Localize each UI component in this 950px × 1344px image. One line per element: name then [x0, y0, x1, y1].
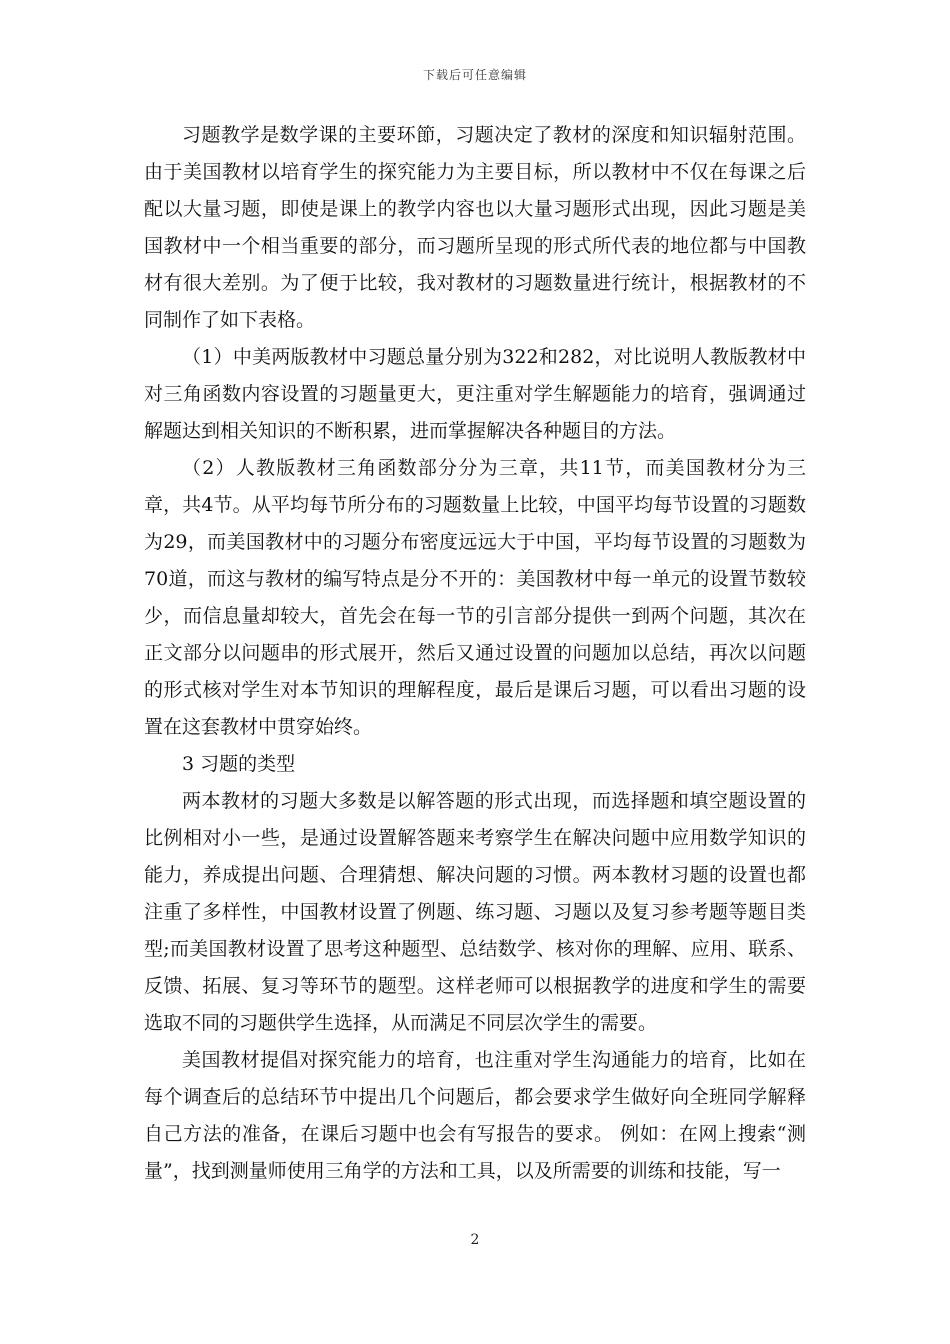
document-body — [144, 117, 806, 1190]
paragraph-exercise-types: 两本教材的习题大多数是以解答题的形式出现，而选择题和填空题设置的比例相对小一些，是通过设置解答题来考察学生在解决问题中应用数学知识的能力，养成提出问题、合理猜想、解决问题的习惯。两本教材习题的设置也都注重了多样性，中国教材设置了例题、练习题、习题以及复习参考题等题目类型;而美国教材设置了思考这种题型、总结数学、核对你的理解、应用、联系、反馈、拓展、复习等环节的题型。这样老师可以根据教学的进度和学生的需要选取不同的习题供学生选择，从而满足不同层次学生的需要。 — [144, 790, 806, 1034]
paragraph-communication-skills: 美国教材提倡对探究能力的培育，也注重对学生沟通能力的培育，比如在每个调查后的总结环节中提出几个问题后，都会要求学生做好向全班同学解释自己方法的准备，在课后习题中也会有写报告的要求。 例如：在网上搜索“测量”，找到测量师使用三角学的方法和工具，以及所需要的训练和技能，写一 — [144, 1049, 806, 1182]
paragraph-total-exercises: （1）中美两版教材中习题总量分别为322和282，对比说明人教版教材中对三角函数内容设置的习题量更大，更注重对学生解题能力的培育，强调通过解题达到相关知识的不断积累，进而掌握解决各种题目的方法。 — [144, 346, 806, 442]
page-number: 2 — [470, 1232, 480, 1248]
paragraph-exercise-teaching: 习题教学是数学课的主要环節，习题决定了教材的深度和知识辐射范围。由于美国教材以培育学生的探究能力为主要目标，所以教材中不仅在每课之后配以大量习题，即使是课上的教学内容也以大量习题形式出现，因此习题是美国教材中一个相当重要的部分，而习题所呈现的形式所代表的地位都与中国教材有很大差别。为了便于比较，我对教材的习题数量进行统计，根据教材的不同制作了如下表格。 — [144, 124, 806, 331]
paragraph-chapter-distribution: （2）人教版教材三角函数部分分为三章，共11节，而美国教材分为三章，共4节。从平均每节所分布的习题数量上比较，中国平均每节设置的习题数为29，而美国教材中的习题分布密度远远大于中国，平均每节设置的习题数为70道，而这与教材的编写特点是分不开的：美国教材中每一单元的设置节数较少，而信息量却较大，首先会在每一节的引言部分提供一到两个问题，其次在正文部分以问题串的形式展开，然后又通过设置的问题加以总结，再次以问题的形式核对学生对本节知识的理解程度，最后是课后习题，可以看出习题的设置在这套教材中贯穿始终。 — [144, 457, 806, 738]
page-header: 下载后可任意编辑 — [422, 68, 527, 82]
section-heading-exercise-types: 3 习题的类型 — [182, 753, 296, 775]
